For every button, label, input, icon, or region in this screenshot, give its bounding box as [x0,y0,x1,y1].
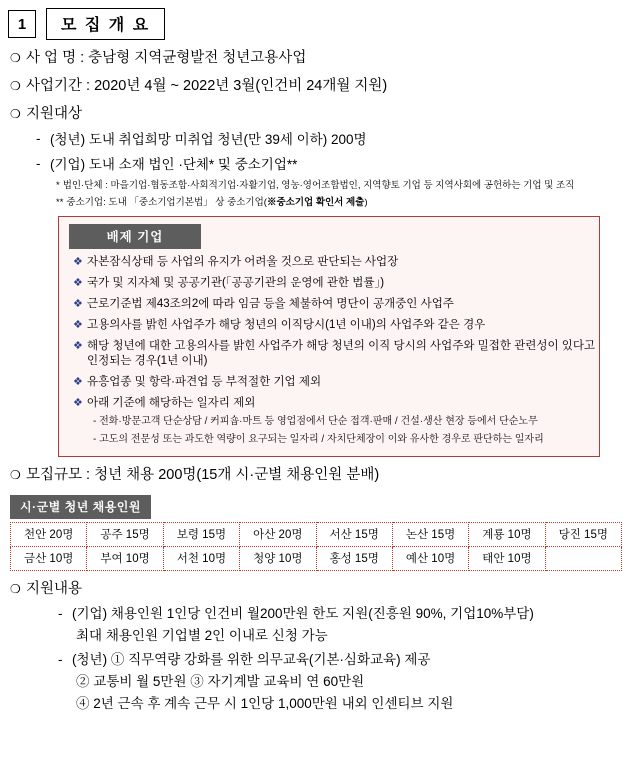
support-line [58,605,633,623]
excluded-item-text: 근로기준법 제43조의2에 따라 임금 등을 체불하여 명단이 공개중인 사업주 [87,298,454,310]
table-cell: 당진 15명 [545,523,621,547]
excluded-subitem: - 고도의 전문성 또는 과도한 역량이 요구되는 일자리 / 자치단체장이 이와 유사한 경우로 판단하는 일자리 [93,434,544,445]
bullet-icon: ❍ [10,51,21,65]
item-text: 사업기간 : 2020년 4월 ~ 2022년 3월(인건비 24개월 지원) [26,78,388,94]
bullet-icon: ❍ [10,107,21,121]
recruit-quota-table [10,522,622,571]
list-item [10,580,633,599]
item-text: 지원내용 [26,581,83,597]
sub-list-item [36,156,633,174]
dash-icon: - [36,131,41,146]
footnote [56,196,633,209]
dash-icon: - [36,156,41,171]
footnote-marker: * [56,180,60,191]
table-cell: 서천 10명 [163,547,239,571]
list-item [10,49,633,68]
footnote-text: 법인·단체 : 마을기업·협동조합·사회적기업·자활기업, 영농·영어조합법인, 지역향토 기업 등 지역사회에 공헌하는 기업 및 조직 [62,180,575,191]
footnote-text: 중소기업: 도내 「중소기업기본법」 상 중소기업( [66,197,267,208]
document-page [0,8,633,758]
footnote-tail: ) [364,197,368,208]
list-item [10,77,633,96]
excluded-subitem: - 전화·방문고객 단순상담 / 커피숍·마트 등 영업점에서 단순 접객·판매 / 건설·생산 현장 등에서 단순노무 [93,416,538,427]
table-cell: 논산 15명 [392,523,468,547]
bullet-icon: ❍ [10,468,21,482]
item-text: 지원대상 [26,106,83,122]
excluded-item-text: 고용의사를 밝힌 사업주가 해당 청년의 이직당시(1년 이내)의 사업주와 같은 경우 [87,319,486,331]
section-header [8,8,633,40]
excluded-item [73,396,599,411]
support-line-text: (기업) 채용인원 1인당 인건비 월200만원 한도 지원(진흥원 90%, 기업10%부담) [72,606,534,621]
table-cell: 청양 10명 [240,547,316,571]
excluded-item-text: 자본잠식상태 등 사업의 유지가 어려울 것으로 판단되는 사업장 [87,256,399,268]
excluded-item [73,375,599,390]
dash-icon: - [58,606,63,621]
section-number: 1 [8,10,36,38]
excluded-item [73,318,599,333]
diamond-icon: ❖ [73,319,83,331]
table-cell: 천안 20명 [11,523,87,547]
item-text: 모집규모 : 청년 채용 200명(15개 시·군별 채용인원 분배) [26,467,380,483]
table-cell: 부여 10명 [87,547,163,571]
dash-icon: - [58,652,63,667]
sub-list-item [36,131,633,149]
diamond-icon: ❖ [73,397,83,409]
table-cell: 서산 15명 [316,523,392,547]
table-cell: 보령 15명 [163,523,239,547]
sub-item-text: (청년) 도내 취업희망 미취업 청년(만 39세 이하) 200명 [50,132,367,147]
excluded-item [73,339,599,369]
excluded-item-text: 해당 청년에 대한 고용의사를 밝힌 사업주가 해당 청년의 이직 당시의 사업주와 밀접한 관련성이 있다고 인정되는 경우(1년 이내) [87,340,596,367]
table-title: 시·군별 청년 채용인원 [10,495,151,519]
diamond-icon: ❖ [73,340,83,352]
table-row [11,523,622,547]
diamond-icon: ❖ [73,298,83,310]
support-line [58,651,633,669]
footnote-marker: ** [56,197,64,208]
list-item [10,105,633,124]
excluded-item-text: 유흥업종 및 항락·파견업 등 부적절한 기업 제외 [87,376,322,388]
table-cell: 태안 10명 [469,547,545,571]
table-cell: 금산 10명 [11,547,87,571]
support-line: ④ 2년 근속 후 계속 근무 시 1인당 1,000만원 내외 인센티브 지원 [76,696,454,711]
item-text: 사 업 명 : 충남형 지역균형발전 청년고용사업 [26,50,307,66]
excluded-item-text: 아래 기준에 해당하는 일자리 제외 [87,397,256,409]
excluded-companies-box [58,216,600,457]
list-item [10,466,633,485]
diamond-icon: ❖ [73,376,83,388]
bullet-icon: ❍ [10,582,21,596]
table-cell [545,547,621,571]
support-line-text: (청년) ① 직무역량 강화를 위한 의무교육(기본·심화교육) 제공 [72,652,431,667]
table-cell: 계룡 10명 [469,523,545,547]
table-cell: 아산 20명 [240,523,316,547]
table-cell: 예산 10명 [392,547,468,571]
footnote [56,179,633,192]
support-line: 최대 채용인원 기업별 2인 이내로 신청 가능 [76,628,328,643]
sub-item-text: (기업) 도내 소재 법인 ·단체* 및 중소기업** [50,157,298,172]
footnote-emphasis: ※중소기업 확인서 제출 [266,197,365,208]
excluded-box-title: 배제 기업 [69,224,201,249]
support-line: ② 교통비 월 5만원 ③ 자기계발 교육비 연 60만원 [76,674,365,689]
excluded-item [73,297,599,312]
diamond-icon: ❖ [73,256,83,268]
page-title: 모 집 개 요 [46,8,165,40]
excluded-item [73,276,599,291]
table-cell: 공주 15명 [87,523,163,547]
excluded-item [73,255,599,270]
bullet-icon: ❍ [10,79,21,93]
table-cell: 홍성 15명 [316,547,392,571]
table-row [11,547,622,571]
excluded-item-text: 국가 및 지자체 및 공공기관(「공공기관의 운영에 관한 법률」) [87,277,385,289]
diamond-icon: ❖ [73,277,83,289]
